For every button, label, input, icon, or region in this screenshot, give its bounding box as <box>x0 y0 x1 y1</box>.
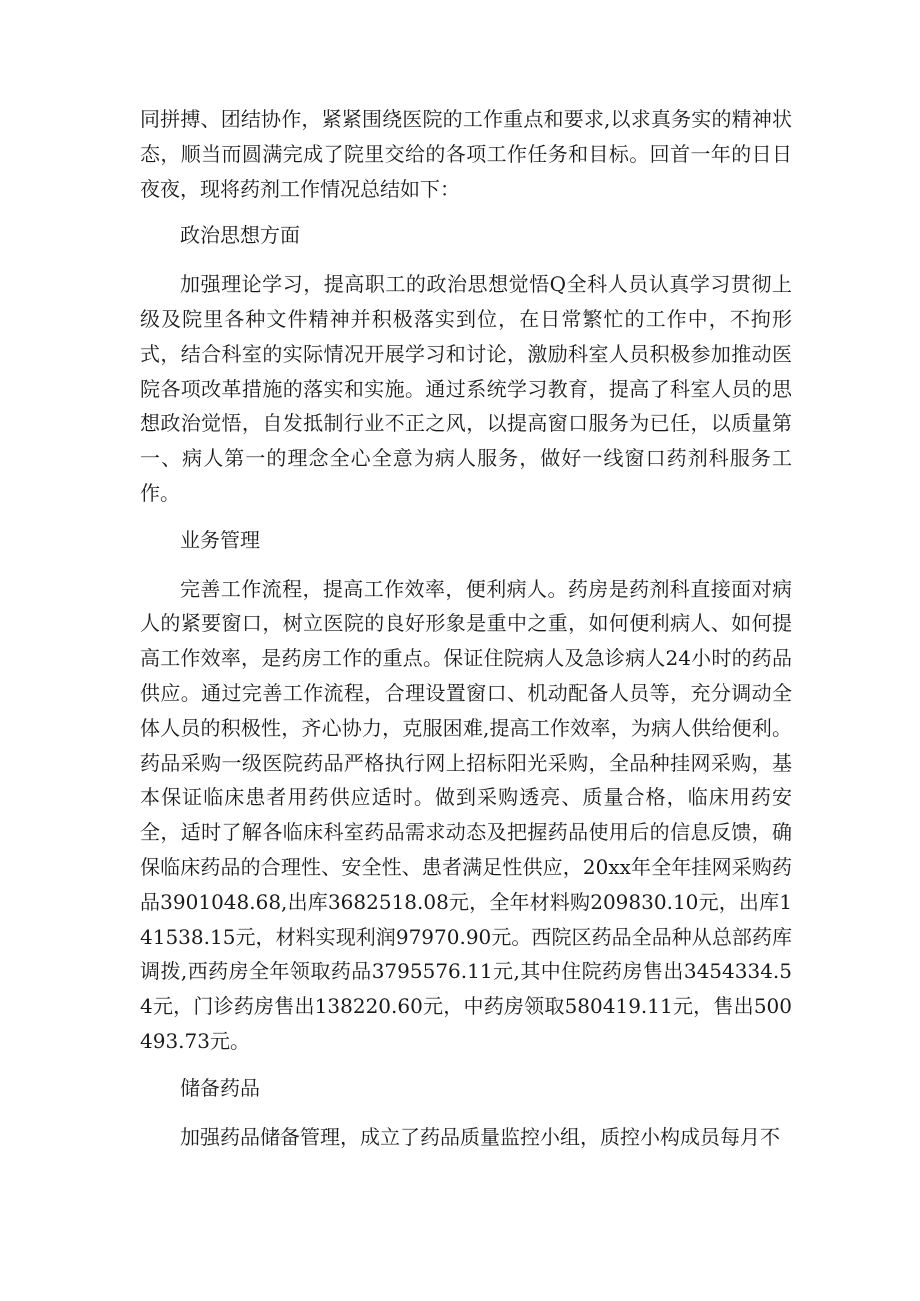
section-heading-politics: 政治思想方面 <box>180 223 300 248</box>
section-body-politics: 加强理论学习，提高职工的政治思想觉悟Q全科人员认真学习贯彻上级及院里各种文件精神并积极落实到位，在日常繁忙的工作中，不拘形式，结合科室的实际情况开展学习和讨论，激励科室人员积极参加推动医院各项改革措施的落实和实施。通过系统学习教育，提高了科室人员的思想政治觉悟，自发抵制行业不正之风，以提高窗口服务为已任，以质量第一、病人第一的理念全心全意为病人服务，做好一线窗口药剂科服务工作。 <box>140 272 792 505</box>
section-heading-business: 业务管理 <box>180 527 260 552</box>
section-body-business: 完善工作流程，提高工作效率，便利病人。药房是药剂科直接面对病人的紧要窗口，树立医院的良好形象是重中之重，如何便利病人、如何提高工作效率，是药房工作的重点。保证住院病人及急诊病人24小时的药品供应。通过完善工作流程，合理设置窗口、机动配备人员等，充分调动全体人员的积极性，齐心协力，克服困难,提高工作效率，为病人供给便利。药品采购一级医院药品严格执行网上招标阳光采购，全品种挂网采购，基本保证临床患者用药供应适时。做到采购透亮、质量合格，临床用药安全，适时了解各临床科室药品需求动态及把握药品使用后的信息反馈，确保临床药品的合理性、安全性、患者满足性供应，20xx年全年挂网采购药品3901048.68,出库3682518.08元，全年材料购209830.10元，出库141538.15元，材料实现利润97970.90元。西院区药品全品种从总部药库调拨,西药房全年领取药品3795576.11元,其中住院药房售出3454334.54元，门诊药房售出138220.60元，中药房领取580419.11元，售出500493.73元。 <box>140 576 792 1053</box>
section-heading-storage: 储备药品 <box>180 1075 260 1100</box>
intro-paragraph: 同拼搏、团结协作，紧紧围绕医院的工作重点和要求,以求真务实的精神状态，顺当而圆满完成了院里交给的各项工作任务和目标。回首一年的日日夜夜，现将药剂工作情况总结如下： <box>140 107 792 201</box>
section-body-storage: 加强药品储备管理，成立了药品质量监控小组，质控小构成员每月不 <box>180 1124 780 1149</box>
document-page <box>140 102 792 1154</box>
